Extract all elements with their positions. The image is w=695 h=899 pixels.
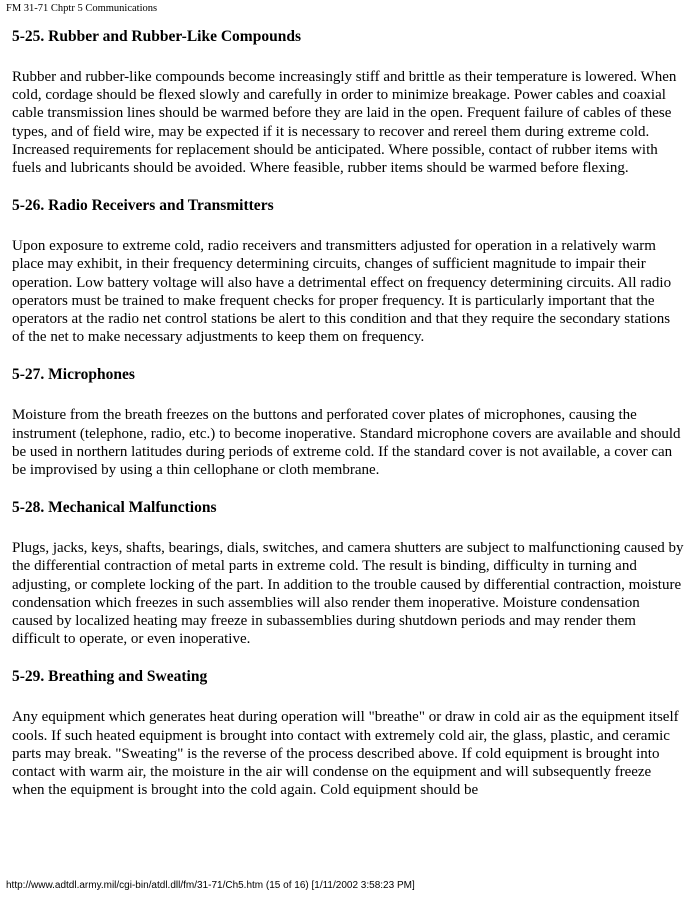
document-body [12,28,684,819]
section-paragraph: Any equipment which generates heat during operation will "breathe" or draw in cold air as the equipment itself cools. If such heated equipment is brought into contact with extremely cold air, the glass, plastic, and ceramic parts may break. "Sweating" is the reverse of the process described above. If cold equipment is brought into contact with warm air, the moisture in the air will condense on the equipment and will subsequently freeze when the equipment is brought into the cold again. Cold equipment should be [12,709,679,799]
section-heading: 5-28. Mechanical Malfunctions [12,499,217,517]
section-paragraph: Plugs, jacks, keys, shafts, bearings, dials, switches, and camera shutters are subject to malfunctioning caused by the differential contraction of metal parts in extreme cold. The result is binding, difficulty in turning and adjusting, or complete locking of the part. In addition to the trouble caused by differential contraction, moisture condensation which freezes in such assemblies will also render them inoperative. Moisture condensation caused by localized heating may freeze in subassemblies during shutdown periods and may render them difficult to operate, or even inoperative. [12,540,684,648]
page-footer-url: http://www.adtdl.army.mil/cgi-bin/atdl.dll/fm/31-71/Ch5.htm (15 of 16) [1/11/2002 3:58:23 PM] [6,880,415,891]
section-heading: 5-25. Rubber and Rubber-Like Compounds [12,28,301,45]
section-paragraph: Rubber and rubber-like compounds become increasingly stiff and brittle as their temperature is lowered. When cold, cordage should be flexed slowly and carefully in order to minimize breakage. Power cables and coaxial cable transmission lines should be warmed before they are laid in the open. Frequent failure of cables of these types, and of field wire, may be expected if it is necessary to recover and rereel them during extreme cold. Increased requirements for replacement should be anticipated. Where possible, contact of rubber items with fuels and lubricants should be avoided. Where feasible, rubber items should be warmed before flexing. [12,69,677,177]
section-5-29 [12,668,684,799]
section-5-25 [12,28,684,177]
section-paragraph: Upon exposure to extreme cold, radio receivers and transmitters adjusted for operation in a relatively warm place may exhibit, in their frequency determining circuits, changes of sufficient magnitude to impair their operation. Low battery voltage will also have a detrimental effect on frequency determining circuits. All radio operators must be trained to make frequent checks for proper frequency. It is particularly important that the operators at the radio net control stations be alert to this condition and that they require the secondary stations of the net to make necessary adjustments to keep them on frequency. [12,238,672,346]
section-5-26 [12,197,684,346]
section-5-27 [12,366,684,479]
section-heading: 5-29. Breathing and Sweating [12,668,208,686]
section-heading: 5-26. Radio Receivers and Transmitters [12,197,274,215]
page-header: FM 31-71 Chptr 5 Communications [6,3,158,14]
section-paragraph: Moisture from the breath freezes on the buttons and perforated cover plates of microphones, causing the instrument (telephone, radio, etc.) to become inoperative. Standard microphone covers are available and should be used in northern latitudes during periods of extreme cold. If the standard cover is not available, a cover can be improvised by using a thin cellophane or cloth membrane. [12,407,681,479]
section-5-28 [12,499,684,648]
section-heading: 5-27. Microphones [12,366,135,384]
